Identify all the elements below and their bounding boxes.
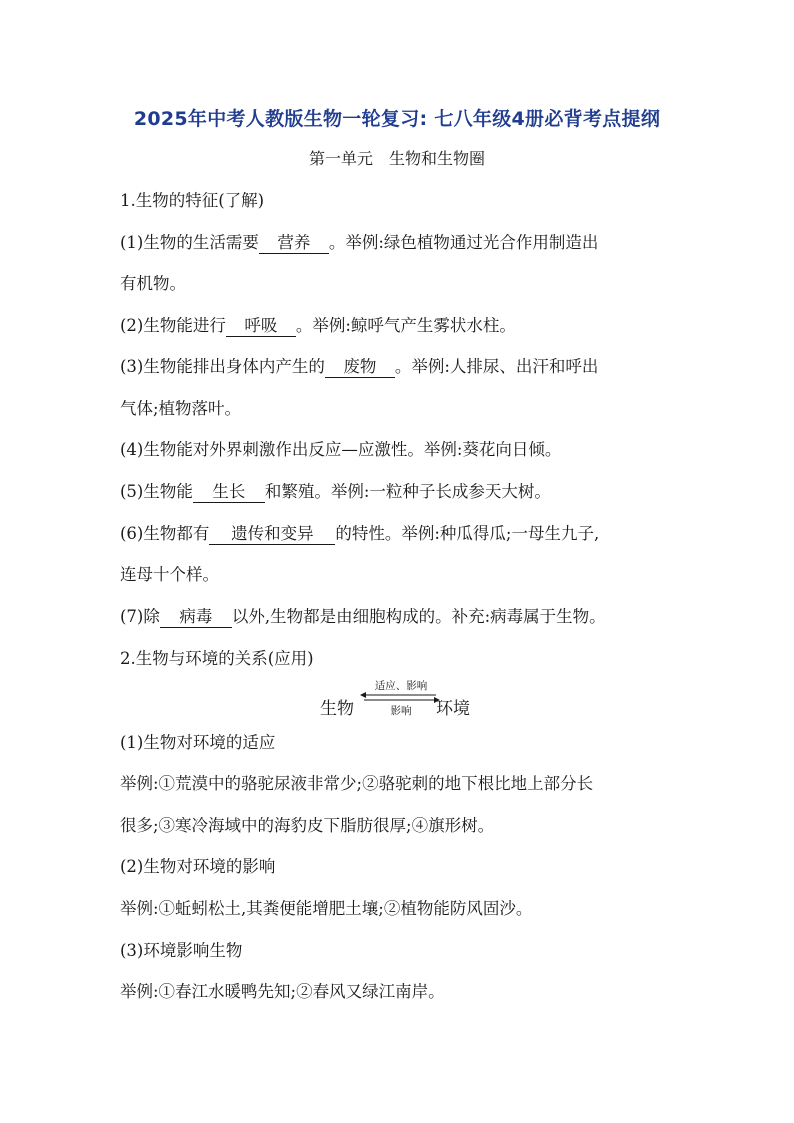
unit-heading: 第一单元 生物和生物圈 <box>308 149 485 168</box>
subsection-1-example-cont: 很多;③寒冷海域中的海豹皮下脂肪很厚;④旗形树。 <box>120 816 495 835</box>
item-6-cont: 连母十个样。 <box>120 565 219 584</box>
item-7-pre: (7)除 <box>120 607 160 626</box>
item-5-blank: 生长 <box>193 482 265 503</box>
item-3-pre: (3)生物能排出身体内产生的 <box>120 357 325 376</box>
organism-environment-diagram <box>320 678 480 718</box>
item-6 <box>120 523 599 545</box>
item-2-blank: 呼吸 <box>226 316 296 337</box>
item-3-post: 。举例:人排尿、出汗和呼出 <box>394 357 599 376</box>
item-4: (4)生物能对外界刺激作出反应—应激性。举例:葵花向日倾。 <box>120 440 562 459</box>
diagram-bottom-label: 影响 <box>390 705 412 717</box>
subsection-3-example: 举例:①春江水暖鸭先知;②春风又绿江南岸。 <box>120 982 445 1001</box>
subsection-1-heading: (1)生物对环境的适应 <box>120 733 276 752</box>
subsection-1-example: 举例:①荒漠中的骆驼尿液非常少;②骆驼刺的地下根比地上部分长 <box>120 774 594 793</box>
item-1-blank: 营养 <box>259 233 329 254</box>
item-1-cont: 有机物。 <box>120 274 186 293</box>
item-2-pre: (2)生物能进行 <box>120 316 226 335</box>
item-1-post: 。举例:绿色植物通过光合作用制造出 <box>328 233 599 252</box>
subsection-2-example: 举例:①蚯蚓松土,其粪便能增肥土壤;②植物能防风固沙。 <box>120 899 533 918</box>
item-6-blank: 遗传和变异 <box>209 524 335 545</box>
item-6-post: 的特性。举例:种瓜得瓜;一母生九子, <box>335 524 600 543</box>
section-heading-1: 1.生物的特征(了解) <box>120 191 265 210</box>
item-1 <box>120 232 598 254</box>
subsection-3-heading: (3)环境影响生物 <box>120 941 243 960</box>
item-5-post: 和繁殖。举例:一粒种子长成参天大树。 <box>264 482 551 501</box>
item-6-pre: (6)生物都有 <box>120 524 210 543</box>
item-7-blank: 病毒 <box>160 607 232 628</box>
item-5 <box>120 481 551 503</box>
subsection-2-heading: (2)生物对环境的影响 <box>120 857 276 876</box>
document-title: 2025年中考人教版生物一轮复习: 七八年级4册必背考点提纲 <box>133 108 661 130</box>
item-3-blank: 废物 <box>325 357 395 378</box>
item-7 <box>120 606 606 628</box>
item-5-pre: (5)生物能 <box>120 482 193 501</box>
item-2 <box>120 315 516 337</box>
item-7-post: 以外,生物都是由细胞构成的。补充:病毒属于生物。 <box>231 607 606 626</box>
diagram-environment-label: 环境 <box>436 699 470 719</box>
item-3 <box>120 356 598 378</box>
item-2-post: 。举例:鲸呼气产生雾状水柱。 <box>295 316 516 335</box>
item-1-pre: (1)生物的生活需要 <box>120 233 259 252</box>
diagram-organism-label: 生物 <box>320 699 354 719</box>
section-heading-2: 2.生物与环境的关系(应用) <box>120 649 314 668</box>
item-3-cont: 气体;植物落叶。 <box>120 399 242 418</box>
diagram-top-label: 适应、影响 <box>374 680 428 692</box>
